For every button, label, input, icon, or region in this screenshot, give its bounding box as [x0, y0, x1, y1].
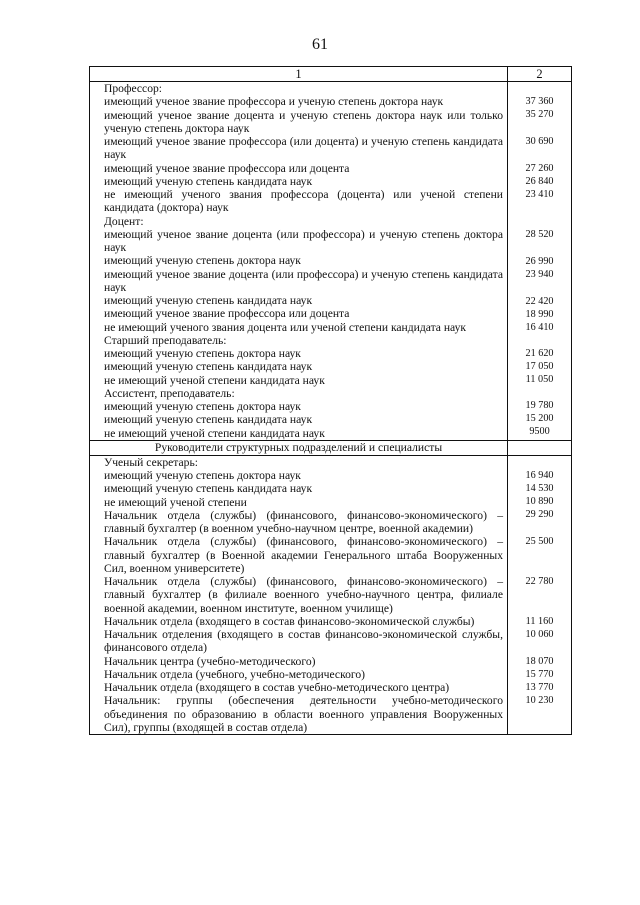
- row-value: 9500: [529, 426, 550, 437]
- row-text: имеющий ученое звание профессора или доцента: [104, 307, 350, 321]
- row-text: имеющий ученую степень кандидата наук: [104, 360, 313, 374]
- page-number: 61: [312, 36, 328, 53]
- block-1-text-cell: [90, 82, 508, 441]
- row-text: имеющий ученую степень кандидата наук: [104, 413, 313, 427]
- section-title-empty-cell: [508, 440, 572, 455]
- row-value: 29 290: [525, 508, 554, 520]
- block-1-value-cell: [508, 82, 572, 441]
- row-value: 23 940: [525, 269, 554, 280]
- row-text: Начальник отдела (входящего в состав финансово-экономической службы): [104, 614, 475, 628]
- row-text: имеющий ученую степень доктора наук: [104, 469, 301, 482]
- row-value: 18 070: [525, 655, 554, 667]
- row-value: 35 270: [525, 109, 554, 120]
- row-text: имеющий ученую степень доктора наук: [104, 254, 301, 268]
- row-text: Начальник отделения (входящего в состав финансово-экономической службы, финансового отдела): [104, 628, 503, 655]
- row-value: 17 050: [525, 361, 554, 372]
- row-value: 11 160: [525, 615, 554, 627]
- row-value: 15 770: [525, 668, 554, 680]
- table-block-2: [90, 455, 572, 734]
- column-header-2: 2: [508, 67, 572, 82]
- table-header-row: [90, 67, 572, 82]
- row-text: имеющий ученую степень кандидата наук: [104, 174, 313, 188]
- row-value: 13 770: [525, 681, 554, 693]
- row-value: 25 500: [525, 535, 554, 547]
- row-text: Начальник отдела (учебного, учебно-методического): [104, 667, 366, 681]
- block-2-value-cell: [508, 455, 572, 734]
- row-value: [508, 386, 571, 399]
- row-value: 22 780: [525, 575, 554, 587]
- block-2-text-cell: [90, 455, 508, 734]
- salary-table: [89, 66, 572, 735]
- row-value: 23 410: [525, 189, 554, 200]
- row-text: имеющий ученое звание доцента (или профессора) и ученую степень доктора наук: [104, 227, 503, 254]
- row-text: Начальник отдела (службы) (финансового, финансово-экономического) – главный бухгалтер (в филиале военного учебно-научного центра, филиале военной академии, военном институте, военном училище): [104, 575, 503, 615]
- row-text: имеющий ученое звание профессора и ученую степень доктора наук: [104, 95, 444, 109]
- category-label: Старший преподаватель:: [104, 333, 227, 347]
- row-text: не имеющий ученой степени кандидата наук: [104, 373, 325, 387]
- row-value: 10 230: [525, 694, 554, 706]
- row-text: Начальник: группы (обеспечения деятельности учебно-методического объединения по образованию в области военного управления Вооруженных Сил), группы (входящей в состав отдела): [104, 694, 503, 734]
- row-text: Начальник отдела (входящего в состав учебно-методического центра): [104, 681, 450, 694]
- category-label: Доцент:: [104, 214, 144, 228]
- category-label: Ассистент, преподаватель:: [104, 386, 235, 400]
- row-value: 19 780: [525, 400, 554, 411]
- row-value: 10 060: [525, 628, 554, 640]
- row-value: 26 990: [525, 256, 554, 267]
- row-value: 30 690: [525, 136, 554, 147]
- row-value: 28 520: [525, 229, 554, 240]
- row-value: 21 620: [525, 348, 554, 359]
- row-text: имеющий ученую степень кандидата наук: [104, 482, 313, 496]
- row-value: [508, 82, 571, 95]
- row-text: имеющий ученую степень доктора наук: [104, 400, 301, 413]
- row-text: не имеющий ученой степени: [104, 495, 247, 509]
- row-text: имеющий ученое звание профессора (или доцента) и ученую степень кандидата наук: [104, 135, 503, 162]
- row-text: имеющий ученую степень доктора наук: [104, 347, 301, 360]
- row-text: имеющий ученую степень кандидата наук: [104, 294, 313, 307]
- table-block-1: [90, 82, 572, 441]
- row-value: 16 940: [525, 469, 554, 481]
- category-label: Профессор:: [104, 82, 163, 95]
- row-value: 15 200: [525, 413, 554, 424]
- row-value: 37 360: [525, 96, 554, 107]
- row-value: 22 420: [525, 296, 554, 307]
- section-title: Руководители структурных подразделений и специалисты: [90, 440, 508, 455]
- row-text: Начальник центра (учебно-методического): [104, 654, 316, 668]
- category-label: Ученый секретарь:: [104, 455, 198, 469]
- row-value: [508, 215, 571, 228]
- row-text: имеющий ученое звание доцента (или профессора) и ученую степень кандидата наук: [104, 267, 503, 294]
- column-header-1: 1: [90, 67, 508, 82]
- row-text: имеющий ученое звание профессора или доцента: [104, 161, 350, 175]
- row-value: 27 260: [525, 163, 554, 174]
- row-value: 14 530: [525, 482, 554, 494]
- row-value: [508, 456, 571, 469]
- section-title-row: [90, 440, 572, 455]
- row-text: Начальник отдела (службы) (финансового, финансово-экономического) – главный бухгалтер (в Военной академии Генерального штаба Вооруженных Сил, военном университете): [104, 535, 503, 575]
- row-text: не имеющий ученой степени кандидата наук: [104, 426, 325, 440]
- row-value: 26 840: [525, 176, 554, 187]
- row-value: 10 890: [525, 495, 554, 507]
- row-text: не имеющий ученого звания доцента или ученой степени кандидата наук: [104, 320, 467, 334]
- row-value: 11 050: [525, 374, 554, 385]
- row-text: не имеющий ученого звания профессора (доцента) или ученой степени кандидата (доктора) наук: [104, 188, 503, 215]
- row-text: Начальник отдела (службы) (финансового, финансово-экономического) – главный бухгалтер (в военном учебно-научном центре, военной академии): [104, 508, 503, 535]
- row-value: 18 990: [525, 309, 554, 320]
- row-text: имеющий ученое звание доцента и ученую степень доктора наук или только ученую степень доктора наук: [104, 108, 503, 135]
- row-value: 16 410: [525, 322, 554, 333]
- row-value: [508, 334, 571, 347]
